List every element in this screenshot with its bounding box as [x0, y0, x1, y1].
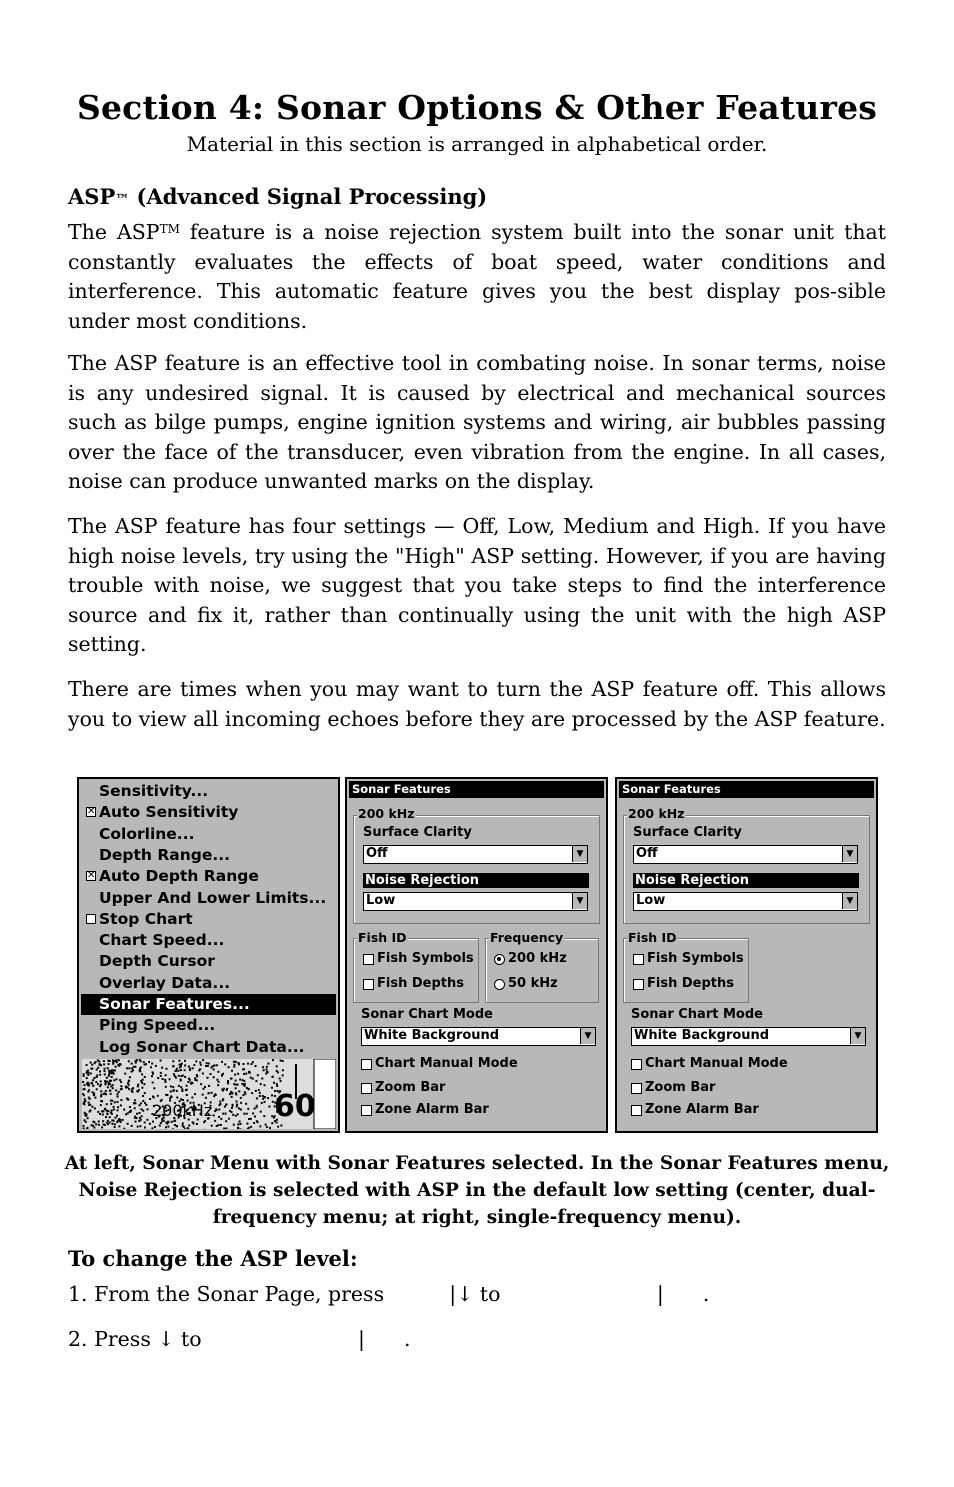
fish-id-label: Fish ID: [358, 930, 407, 945]
chart-mode-dropdown[interactable]: White Background ▼: [631, 1027, 866, 1046]
frequency-group: [485, 938, 599, 1003]
freq-group-label: 200 kHz: [628, 806, 685, 821]
menu-item[interactable]: [81, 1015, 336, 1036]
sonar-features-dual-screen: [345, 777, 608, 1133]
menu-item[interactable]: [81, 930, 336, 951]
zoom-bar-checkbox[interactable]: Zoom Bar: [631, 1080, 715, 1095]
freq-group-label: 200 kHz: [358, 806, 415, 821]
chevron-down-icon: ▼: [842, 846, 857, 862]
asp-paragraph-4: There are times when you may want to turn the ASP feature off. This allows you to view all incoming echoes before they are processed by the ASP feature.: [68, 677, 886, 731]
chart-mode-label: Sonar Chart Mode: [631, 1007, 763, 1022]
menu-item-label: Stop Chart: [99, 909, 193, 928]
surface-clarity-label: Surface Clarity: [363, 825, 472, 840]
surface-clarity-dropdown[interactable]: Off ▼: [363, 845, 588, 864]
noise-rejection-dropdown[interactable]: Low ▼: [363, 892, 588, 911]
sonar-frequency-label: 200kHz: [152, 1101, 213, 1120]
chart-mode-label: Sonar Chart Mode: [361, 1007, 493, 1022]
sonar-features-title: Sonar Features: [619, 781, 874, 798]
fish-id-group: [353, 938, 479, 1003]
menu-item[interactable]: [81, 951, 336, 972]
noise-rejection-dropdown[interactable]: Low ▼: [633, 892, 858, 911]
noise-rejection-label[interactable]: Noise Rejection: [363, 873, 589, 888]
menu-item-label: Ping Speed...: [99, 1016, 216, 1035]
asp-paragraph-3: The ASP feature has four settings — Off, Low, Medium and High. If you have high noise levels, try using the "High" ASP setting. However, if you are having trouble with noise, we suggest that you take steps to find the interference source and fix it, rather than continually using the unit with the high ASP setting.: [68, 514, 886, 657]
page-title: Section 4: Sonar Options & Other Features: [76, 88, 878, 127]
instructions-heading: To change the ASP level:: [68, 1246, 358, 1271]
menu-item-label: Sonar Features...: [99, 995, 250, 1013]
menu-item[interactable]: [81, 1037, 336, 1058]
menu-item-label: Sensitivity...: [99, 782, 209, 800]
menu-item-label: Depth Range...: [99, 845, 231, 864]
sonar-depth-readout: 60: [274, 1089, 316, 1124]
asp-paragraph-1: The ASP™ feature is a noise rejection system built into the sonar unit that constantly evaluates the effects of boat speed, water conditions and interference. This automatic feature gives you the best display pos-sible under most conditions.: [68, 220, 886, 333]
chevron-down-icon: ▼: [850, 1028, 865, 1044]
checkbox-icon: [86, 914, 96, 924]
checkbox-icon: ✕: [87, 806, 96, 818]
fish-depths-checkbox[interactable]: Fish Depths: [363, 976, 464, 991]
fish-depths-checkbox[interactable]: Fish Depths: [633, 976, 734, 991]
menu-item-label: Auto Depth Range: [99, 867, 259, 886]
surface-clarity-dropdown[interactable]: Off ▼: [633, 845, 858, 864]
chart-manual-checkbox[interactable]: Chart Manual Mode: [361, 1056, 518, 1071]
menu-item-label: Log Sonar Chart Data...: [99, 1037, 305, 1056]
chart-mode-dropdown[interactable]: White Background ▼: [361, 1027, 596, 1046]
fish-id-group: [623, 938, 749, 1003]
zone-alarm-checkbox[interactable]: Zone Alarm Bar: [361, 1102, 489, 1117]
menu-item[interactable]: [81, 802, 336, 823]
menu-item-label: Colorline...: [99, 824, 195, 843]
menu-item-label: Depth Cursor: [99, 952, 215, 971]
menu-item[interactable]: [81, 909, 336, 930]
zoom-bar-checkbox[interactable]: Zoom Bar: [361, 1080, 445, 1095]
noise-rejection-label[interactable]: Noise Rejection: [633, 873, 859, 888]
menu-item[interactable]: [81, 845, 336, 866]
sonar-chart-strip: [82, 1059, 336, 1129]
checkbox-icon: ✕: [87, 870, 96, 882]
menu-item-label: Overlay Data...: [99, 973, 231, 992]
surface-clarity-label: Surface Clarity: [633, 825, 742, 840]
asp-heading: ASP™ (Advanced Signal Processing): [68, 184, 488, 209]
menu-item-label: Upper And Lower Limits...: [99, 888, 327, 907]
menu-item-label: Auto Sensitivity: [99, 803, 239, 822]
chevron-down-icon: ▼: [572, 893, 587, 909]
chevron-down-icon: ▼: [842, 893, 857, 909]
fish-symbols-checkbox[interactable]: Fish Symbols: [633, 951, 744, 966]
fish-id-label: Fish ID: [628, 930, 677, 945]
chevron-down-icon: ▼: [572, 846, 587, 862]
instruction-step-1: 1. From the Sonar Page, press |↓ to | .: [68, 1282, 710, 1306]
freq-50-radio[interactable]: 50 kHz: [494, 976, 558, 991]
sonar-features-title: Sonar Features: [349, 781, 604, 798]
asp-paragraph-2: The ASP feature is an effective tool in combating noise. In sonar terms, noise is any undesired signal. It is caused by electrical and mechanical sources such as bilge pumps, engine ignition systems and wiring, air bubbles passing over the face of the transducer, even vibration from the engine. In all cases, noise can produce unwanted marks on the display.: [68, 351, 886, 494]
page-subtitle: Material in this section is arranged in alphabetical order.: [186, 132, 768, 156]
menu-item[interactable]: [81, 824, 336, 845]
frequency-label: Frequency: [490, 930, 564, 945]
menu-item-label: Chart Speed...: [99, 931, 225, 950]
sonar-menu-screen: [77, 777, 340, 1133]
menu-item[interactable]: [81, 888, 336, 909]
fish-symbols-checkbox[interactable]: Fish Symbols: [363, 951, 474, 966]
zone-alarm-checkbox[interactable]: Zone Alarm Bar: [631, 1102, 759, 1117]
freq-200-radio[interactable]: 200 kHz: [494, 951, 567, 966]
menu-item[interactable]: [81, 866, 336, 887]
sonar-features-single-screen: [615, 777, 878, 1133]
instruction-step-2: 2. Press ↓ to | .: [68, 1327, 411, 1351]
menu-item[interactable]: [81, 994, 336, 1015]
figure-caption: At left, Sonar Menu with Sonar Features selected. In the Sonar Features menu, Noise Rejection is selected with ASP in the default low setting (center, dual-frequency menu; at right, single-frequency menu).: [64, 1153, 890, 1228]
menu-item[interactable]: [81, 973, 336, 994]
menu-item[interactable]: [81, 781, 336, 802]
chart-manual-checkbox[interactable]: Chart Manual Mode: [631, 1056, 788, 1071]
chevron-down-icon: ▼: [580, 1028, 595, 1044]
